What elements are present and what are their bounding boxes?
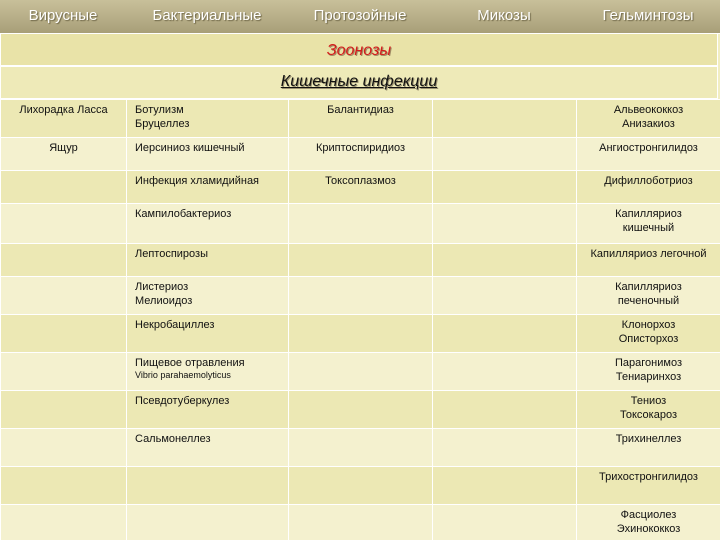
cell-mycoses — [433, 391, 577, 429]
cell-mycoses — [433, 315, 577, 353]
cell-mycoses — [433, 100, 577, 138]
table-row — [1, 277, 720, 315]
cell-helminth — [577, 171, 720, 204]
cell-viral — [1, 315, 127, 353]
cell-bacterial — [127, 277, 289, 315]
header-viral: Вирусные — [0, 0, 126, 33]
cell-helminth-line: Альвеококкоз — [579, 103, 718, 117]
cell-bacterial — [127, 204, 289, 244]
cell-protozoal-text: Криптоспиридиоз — [293, 141, 428, 155]
cell-protozoal — [289, 100, 433, 138]
cell-helminth-line: Тениаринхоз — [579, 370, 718, 384]
cell-helminth-line: Трихинеллез — [579, 432, 718, 446]
cell-helminth — [577, 391, 720, 429]
cell-viral — [1, 391, 127, 429]
table-row — [1, 391, 720, 429]
cell-bacterial-line: Инфекция хламидийная — [135, 174, 284, 188]
cell-helminth-line: Дифиллоботриоз — [579, 174, 718, 188]
cell-viral — [1, 100, 127, 138]
cell-helminth-line: Клонорхоз — [579, 318, 718, 332]
cell-viral — [1, 171, 127, 204]
section-intestinal-title: Кишечные инфекции — [281, 73, 437, 91]
cell-helminth-line: Тениоз — [579, 394, 718, 408]
cell-helminth-line: Анизакиоз — [579, 117, 718, 131]
section-zoonoses — [0, 33, 718, 66]
section-intestinal — [0, 66, 718, 99]
cell-protozoal — [289, 244, 433, 277]
cell-helminth — [577, 429, 720, 467]
cell-helminth-line: Описторхоз — [579, 332, 718, 346]
header-protozoal: Протозойные — [288, 0, 432, 33]
cell-bacterial-line: Сальмонеллез — [135, 432, 284, 446]
cell-helminth — [577, 505, 720, 541]
header-helminth: Гельминтозы — [576, 0, 720, 33]
cell-helminth-line: Токсокароз — [579, 408, 718, 422]
cell-viral-text: Лихорадка Ласса — [5, 103, 122, 117]
section-zoonoses-title: Зоонозы — [327, 42, 391, 60]
cell-protozoal-text: Балантидиаз — [293, 103, 428, 117]
cell-helminth — [577, 244, 720, 277]
cell-mycoses — [433, 244, 577, 277]
cell-bacterial-line: Некробациллез — [135, 318, 284, 332]
cell-bacterial — [127, 244, 289, 277]
cell-bacterial — [127, 391, 289, 429]
cell-protozoal — [289, 138, 433, 171]
table-row — [1, 315, 720, 353]
cell-viral — [1, 138, 127, 171]
table-row — [1, 100, 720, 138]
header-mycoses: Микозы — [432, 0, 576, 33]
cell-bacterial-line: Ботулизм — [135, 103, 284, 117]
header-bacterial: Бактериальные — [126, 0, 288, 33]
cell-bacterial-line: Псевдотуберкулез — [135, 394, 284, 408]
cell-helminth-line: Ангиостронгилидоз — [579, 141, 718, 155]
cell-protozoal — [289, 315, 433, 353]
table-row — [1, 171, 720, 204]
cell-bacterial-line: Пищевое отравления — [135, 356, 284, 370]
cell-viral — [1, 204, 127, 244]
cell-mycoses — [433, 505, 577, 541]
cell-protozoal — [289, 391, 433, 429]
table-header — [0, 0, 720, 34]
cell-bacterial-line: Бруцеллез — [135, 117, 284, 131]
cell-bacterial-line: Лептоспирозы — [135, 247, 284, 261]
cell-helminth-line: Капилляриоз легочной — [579, 247, 718, 261]
cell-protozoal — [289, 277, 433, 315]
disease-table-body — [1, 100, 720, 541]
cell-helminth — [577, 277, 720, 315]
table-row — [1, 353, 720, 391]
cell-bacterial — [127, 353, 289, 391]
cell-bacterial — [127, 429, 289, 467]
cell-bacterial — [127, 100, 289, 138]
table-row — [1, 505, 720, 541]
cell-bacterial-line: Листериоз — [135, 280, 284, 294]
cell-helminth-line: кишечный — [579, 221, 718, 235]
cell-mycoses — [433, 429, 577, 467]
cell-helminth-line: печеночный — [579, 294, 718, 308]
cell-bacterial-line: Мелиоидоз — [135, 294, 284, 308]
cell-bacterial — [127, 505, 289, 541]
cell-bacterial-line: Кампилобактериоз — [135, 207, 284, 221]
cell-protozoal — [289, 429, 433, 467]
cell-mycoses — [433, 138, 577, 171]
cell-bacterial — [127, 467, 289, 505]
cell-bacterial — [127, 171, 289, 204]
cell-helminth-line: Эхинококкоз — [579, 522, 718, 536]
cell-protozoal-text: Токсоплазмоз — [293, 174, 428, 188]
cell-viral-text: Ящур — [5, 141, 122, 155]
cell-viral — [1, 353, 127, 391]
cell-mycoses — [433, 353, 577, 391]
cell-viral — [1, 277, 127, 315]
disease-table — [0, 99, 720, 541]
cell-mycoses — [433, 171, 577, 204]
cell-mycoses — [433, 204, 577, 244]
cell-viral — [1, 467, 127, 505]
cell-bacterial-subtext: Vibrio parahaemolyticus — [135, 370, 284, 381]
cell-viral — [1, 429, 127, 467]
cell-helminth-line: Парагонимоз — [579, 356, 718, 370]
cell-helminth — [577, 100, 720, 138]
cell-helminth — [577, 353, 720, 391]
cell-helminth-line: Капилляриоз — [579, 207, 718, 221]
cell-helminth — [577, 467, 720, 505]
cell-mycoses — [433, 467, 577, 505]
cell-bacterial — [127, 315, 289, 353]
cell-mycoses — [433, 277, 577, 315]
table-row — [1, 467, 720, 505]
cell-protozoal — [289, 204, 433, 244]
table-row — [1, 244, 720, 277]
cell-helminth-line: Трихостронгилидоз — [579, 470, 718, 484]
cell-bacterial — [127, 138, 289, 171]
cell-bacterial-line: Иерсиниоз кишечный — [135, 141, 284, 155]
cell-helminth — [577, 138, 720, 171]
table-row — [1, 204, 720, 244]
cell-helminth — [577, 204, 720, 244]
cell-viral — [1, 505, 127, 541]
cell-protozoal — [289, 353, 433, 391]
cell-viral — [1, 244, 127, 277]
cell-protozoal — [289, 171, 433, 204]
table-row — [1, 138, 720, 171]
cell-helminth-line: Капилляриоз — [579, 280, 718, 294]
cell-protozoal — [289, 467, 433, 505]
cell-protozoal — [289, 505, 433, 541]
cell-helminth — [577, 315, 720, 353]
table-row — [1, 429, 720, 467]
cell-helminth-line: Фасциолез — [579, 508, 718, 522]
